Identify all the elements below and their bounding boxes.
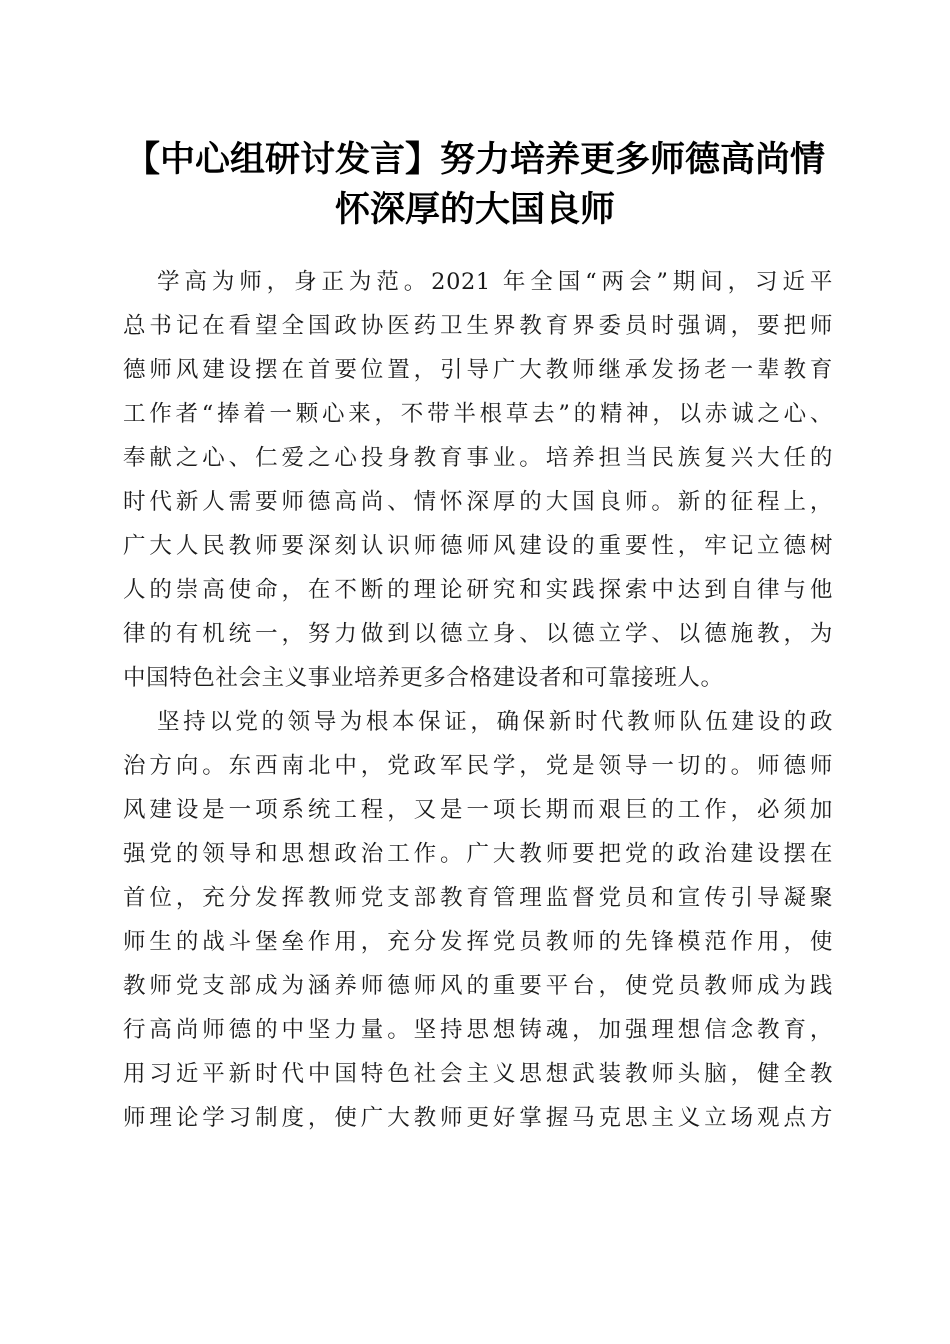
paragraph-2-line-5: 首位，充分发挥教师党支部教育管理监督党员和宣传引导凝聚	[123, 885, 833, 911]
paragraph-2-line-1: 坚持以党的领导为根本保证，确保新时代教师队伍建设的政	[157, 709, 833, 735]
paragraph-2-line-6: 师生的战斗堡垒作用，充分发挥党员教师的先锋模范作用，使	[123, 929, 833, 955]
paragraph-2-line-10: 师理论学习制度，使广大教师更好掌握马克思主义立场观点方	[123, 1105, 833, 1131]
document-title-line-1: 【中心组研讨发言】努力培养更多师德高尚情	[124, 139, 825, 180]
paragraph-2-line-8: 行高尚师德的中坚力量。坚持思想铸魂，加强理想信念教育，	[123, 1017, 833, 1043]
paragraph-1-line-9: 律的有机统一，努力做到以德立身、以德立学、以德施教，为	[123, 621, 833, 647]
paragraph-1-line-8: 人的崇高使命，在不断的理论研究和实践探索中达到自律与他	[123, 577, 833, 603]
paragraph-1-line-3: 德师风建设摆在首要位置，引导广大教师继承发扬老一辈教育	[123, 357, 833, 383]
paragraph-2-line-2: 治方向。东西南北中，党政军民学，党是领导一切的。师德师	[123, 753, 833, 779]
paragraph-1-line-10: 中国特色社会主义事业培养更多合格建设者和可靠接班人。	[123, 665, 724, 691]
paragraph-1-line-1: 学高为师，身正为范。2021 年全国“两会”期间，习近平	[157, 269, 833, 295]
document-title-line-2: 怀深厚的大国良师	[334, 189, 615, 230]
paragraph-2-line-4: 强党的领导和思想政治工作。广大教师要把党的政治建设摆在	[123, 841, 833, 867]
paragraph-1-line-6: 时代新人需要师德高尚、情怀深厚的大国良师。新的征程上，	[123, 489, 833, 515]
paragraph-2-line-7: 教师党支部成为涵养师德师风的重要平台，使党员教师成为践	[123, 973, 833, 999]
paragraph-2-line-3: 风建设是一项系统工程，又是一项长期而艰巨的工作，必须加	[123, 797, 833, 823]
paragraph-1-line-5: 奉献之心、仁爱之心投身教育事业。培养担当民族复兴大任的	[123, 445, 833, 471]
paragraph-2-line-9: 用习近平新时代中国特色社会主义思想武装教师头脑，健全教	[123, 1061, 833, 1087]
paragraph-1-line-4: 工作者“捧着一颗心来，不带半根草去”的精神，以赤诚之心、	[123, 401, 833, 427]
paragraph-1-line-7: 广大人民教师要深刻认识师德师风建设的重要性，牢记立德树	[123, 533, 833, 559]
paragraph-1-line-2: 总书记在看望全国政协医药卫生界教育界委员时强调，要把师	[123, 313, 833, 339]
